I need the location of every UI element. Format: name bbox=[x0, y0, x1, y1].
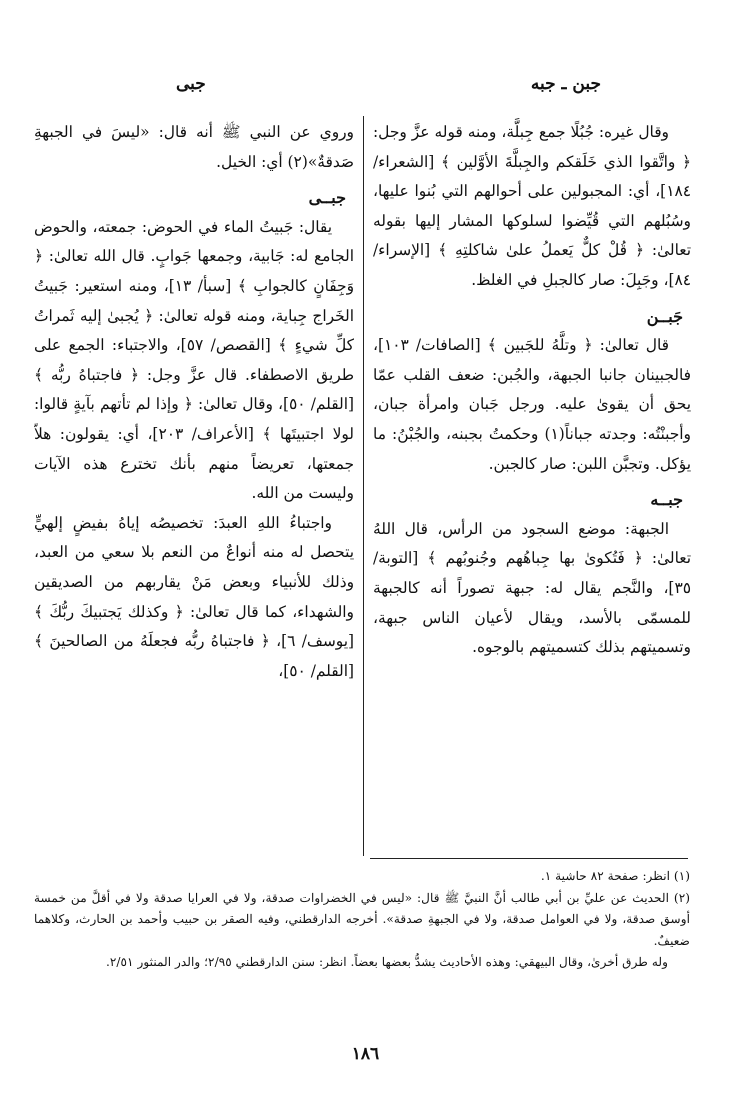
footnote: (٢) الحديث عن عليِّ بن أبي طالب أنَّ النبيَّ ﷺ قال: «ليس في الخضراوات صدقة، ولا في العرايا صدقة ولا في أقلَّ من خمسة أوسق صدقة، ولا في العوامل صدقة، ولا في الجبهةِ صدقة». أخرجه الدارقطني، وفيه الصقر بن حبيب وأحمد بن الحارث، وكلاهما ضعيفٌ. bbox=[34, 890, 690, 948]
entry-heading: جَبــن bbox=[646, 306, 683, 326]
paragraph: وقال غيره: جُبُلًا جمع جِبلَّة، ومنه قوله عزَّ وجل: ﴿ واتَّقوا الذي خَلَقكم والجِبلَّةَ الأوَّلين ﴾ [الشعراء/ ١٨٤]، أي: المجبولين على أحوالهم التي بُنوا عليها، وسُبُلهم التي قُيِّضوا لسلوكها المشار إليها بقوله تعالىٰ: ﴿ قُلْ كلٌّ يَعملُ علىٰ شاكلتِهِ ﴾ [الإسراء/ ٨٤]، وجَبِلَ: صار كالجبلِ في الغلظ. bbox=[373, 123, 691, 289]
column-divider bbox=[363, 116, 364, 856]
paragraph: يقال: جَبيتُ الماء في الحوض: جمعته، والحوض الجامع له: جَابية، وجمعها جَوابٍ. قال الله تعالىٰ: ﴿ وَجِفَانٍ كالجوابِ ﴾ [سبأ/ ١٣]، ومنه استعير: جَبيتُ الخَراج جِباية، ومنه قوله تعالىٰ: ﴿ يُجبىٰ إليه ثَمراتُ كلِّ شيءٍ ﴾ [القصص/ ٥٧]، والاجتباء: الجمع على طريق الاصطفاء. قال عزَّ وجل: ﴿ فاجتباهُ ربُّه ﴾ [القلم/ ٥٠]، وقال تعالىٰ: ﴿ وإذا لم تأتهم بآيةٍ قالوا: لولا اجتبيتَها ﴾ [الأعراف/ ٢٠٣]، أي: يقولون: هلاّ جمعتها، تعريضاً منهم بأنك تخترع هذه الآيات وليست من الله. bbox=[34, 217, 354, 503]
page-number: ١٨٦ bbox=[351, 1044, 380, 1064]
left-text-column bbox=[34, 118, 354, 853]
footnote: (١) انظر: صفحة ٨٢ حاشية ١. bbox=[540, 869, 690, 883]
paragraph: الجبهة: موضع السجود من الرأس، قال اللهُ تعالىٰ: ﴿ فَتُكوىٰ بها جِباهُهم وجُنوبُهم ﴾ [التوبة/ ٣٥]، والنَّجم يقال له: جبهة تصوراً أنه كالجبهة للمسمّى بالأسد، ويقال لأعيان الناس جبهة، وتسميتهم بذلك كتسميتهم بالوجوه. bbox=[373, 519, 691, 657]
paragraph: قال تعالىٰ: ﴿ وتلَّهُ للجَبين ﴾ [الصافات/ ١٠٣]، فالجبينان جانبا الجبهة، والجُبن: ضعف القلب عمّا يحق أن يقوىٰ عليه. ورجل جَبان وامرأة جبان، وأجبنْتُه: وجدته جباناً(١) وحكمتُ بجبنه، والجُبْنُ: ما يؤكل. وتجبَّن اللبن: صار كالجبن. bbox=[373, 336, 691, 473]
paragraph: وروي عن النبي ﷺ أنه قال: «ليسَ في الجبهةِ صَدقةٌ»(٢) أي: الخيل. bbox=[34, 123, 354, 171]
entry-heading: جبــه bbox=[650, 490, 683, 510]
footnotes bbox=[34, 866, 690, 1026]
right-text-column bbox=[373, 118, 691, 853]
footnote-separator bbox=[370, 858, 688, 859]
paragraph: واجتباءُ اللهِ العبدَ: تخصيصُه إياهُ بفيضٍ إلهيٍّ يتحصل له منه أنواعٌ من النعم بلا سعي من العبد، وذلك للأنبياء وبعض مَنْ يقاربهم من الصديقين والشهداء، كما قال تعالىٰ: ﴿ وكذلك يَجتبيكَ ربُّكَ ﴾ [يوسف/ ٦]، ﴿ فاجتباهُ ربُّه فجعلَهُ من الصالحينَ ﴾ [القلم/ ٥٠]، bbox=[34, 513, 354, 680]
entry-heading: جبــى bbox=[308, 188, 346, 208]
right-running-header: جبن ـ جبه bbox=[530, 74, 601, 94]
footnote-continuation: وله طرق أخرىٰ، وقال البيهقي: وهذه الأحاديث يشدُّ بعضها بعضاً. انظر: سنن الدارقطني ٢/٩٥؛ والدر المنثور ٢/٥١. bbox=[105, 955, 668, 969]
left-running-header: جبى bbox=[176, 74, 206, 94]
